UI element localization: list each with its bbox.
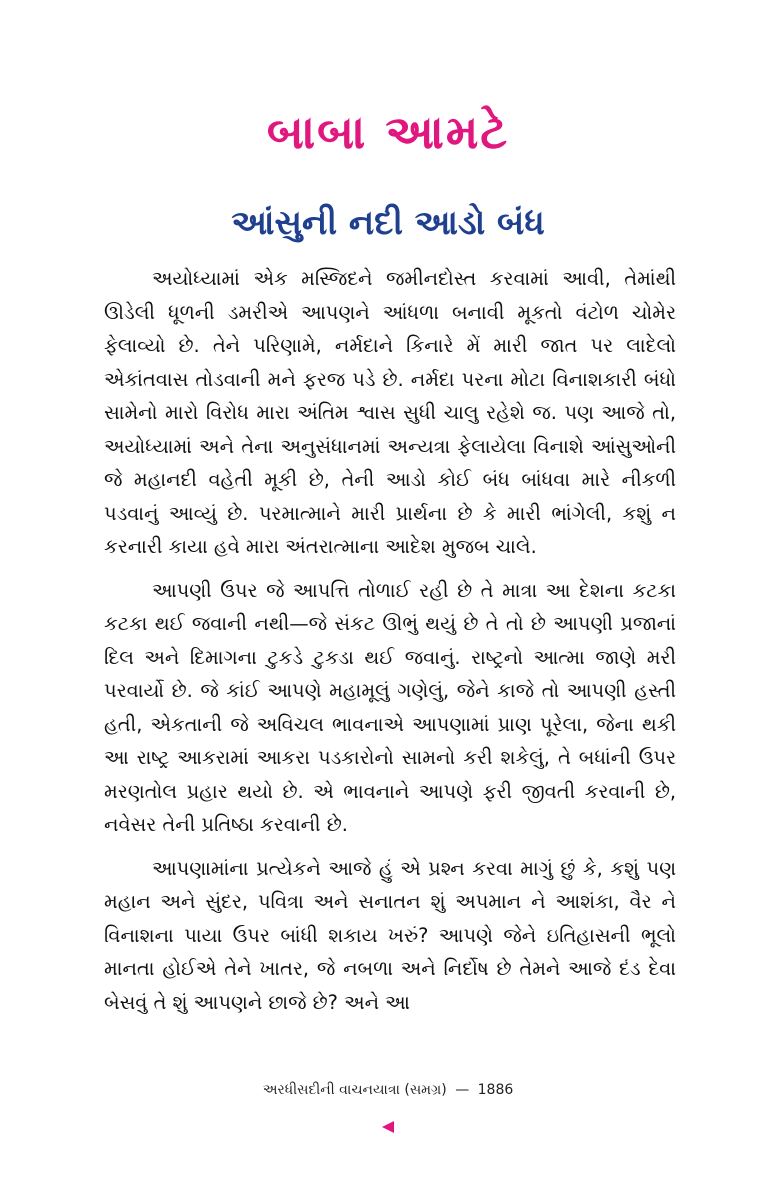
- footer-book-title: અરધીસદીની વાચનયાત્રા (સમગ્ર): [262, 1082, 447, 1098]
- article-body: [104, 262, 676, 1029]
- triangle-left-icon[interactable]: [379, 1118, 397, 1136]
- footer-separator: —: [455, 1082, 470, 1098]
- paragraph-2: આપણી ઉપર જે આપત્તિ તોળાઈ રહી છે તે માત્રા આ દેશના કટકા કટકા થઈ જવાની નથી—જે સંકટ ઊભું થયું છે તે તો છે આપણી પ્રજાનાં દિલ અને દિમાગના ટુકડે ટુકડા થઈ જવાનું. રાષ્ટ્રનો આત્મા જાણે મરી પરવાર્યો છે. જે કાંઈ આપણે મહામૂલું ગણેલું, જેને કાજે તો આપણી હસ્તી હતી, એકતાની જે અવિચલ ભાવનાએ આપણામાં પ્રાણ પૂરેલા, જેના થકી આ રાષ્ટ્ર આકરામાં આકરા પડકારોનો સામનો કરી શકેલું, તે બધાંની ઉપર મરણતોલ પ્રહાર થયો છે. એ ભાવનાને આપણે ફરી જીવતી કરવાની છે, નવેસર તેની પ્રતિષ્ઠા કરવાની છે.: [104, 578, 676, 836]
- paragraph-3: આપણામાંના પ્રત્યેકને આજે હું એ પ્રશ્ન કરવા માગું છું કે, કશું પણ મહાન અને સુંદર, પવિત્રા અને સનાતન શું અપમાન ને આશંકા, વૈર ને વિનાશના પાયા ઉપર બાંધી શકાય ખરું? આપણે જેને ઇતિહાસની ભૂલો માનતા હોઈએ તેને ખાતર, જે નબળા અને નિર્દોષ છે તેમને આજે દંડ દેવા બેસવું તે શું આપણને છાજે છે? અને આ: [104, 856, 676, 1014]
- author-name: બાબા આમટે: [266, 105, 510, 159]
- footer-page-number: 1886: [477, 1082, 514, 1098]
- paragraph-1: અયોધ્યામાં એક મસ્જિદને જમીનદોસ્ત કરવામાં આવી, તેમાંથી ઊડેલી ધૂળની ડમરીએ આપણને આંધળા બનાવી મૂકતો વંટોળ ચોમેર ફેલાવ્યો છે. તેને પરિણામે, નર્મદાને કિનારે મેં મારી જાત પર લાદેલો એકાંતવાસ તોડવાની મને ફરજ પડે છે. નર્મદા પરના મોટા વિનાશકારી બંધો સામેનો મારો વિરોધ મારા અંતિમ શ્વાસ સુધી ચાલુ રહેશે જ. પણ આજે તો, અયોધ્યામાં અને તેના અનુસંધાનમાં અન્યત્રા ફેલાયેલા વિનાશે આંસુઓની જે મહાનદી વહેતી મૂકી છે, તેની આડો કોઈ બંધ બાંધવા મારે નીકળી પડવાનું આવ્યું છે. પરમાત્માને મારી પ્રાર્થના છે કે મારી ભાંગેલી, કશું ન કરનારી કાયા હવે મારા અંતરાત્માના આદેશ મુજબ ચાલે.: [104, 267, 676, 558]
- article-title: આંસુની નદી આડો બંધ: [231, 203, 545, 243]
- page-footer: [0, 1080, 776, 1100]
